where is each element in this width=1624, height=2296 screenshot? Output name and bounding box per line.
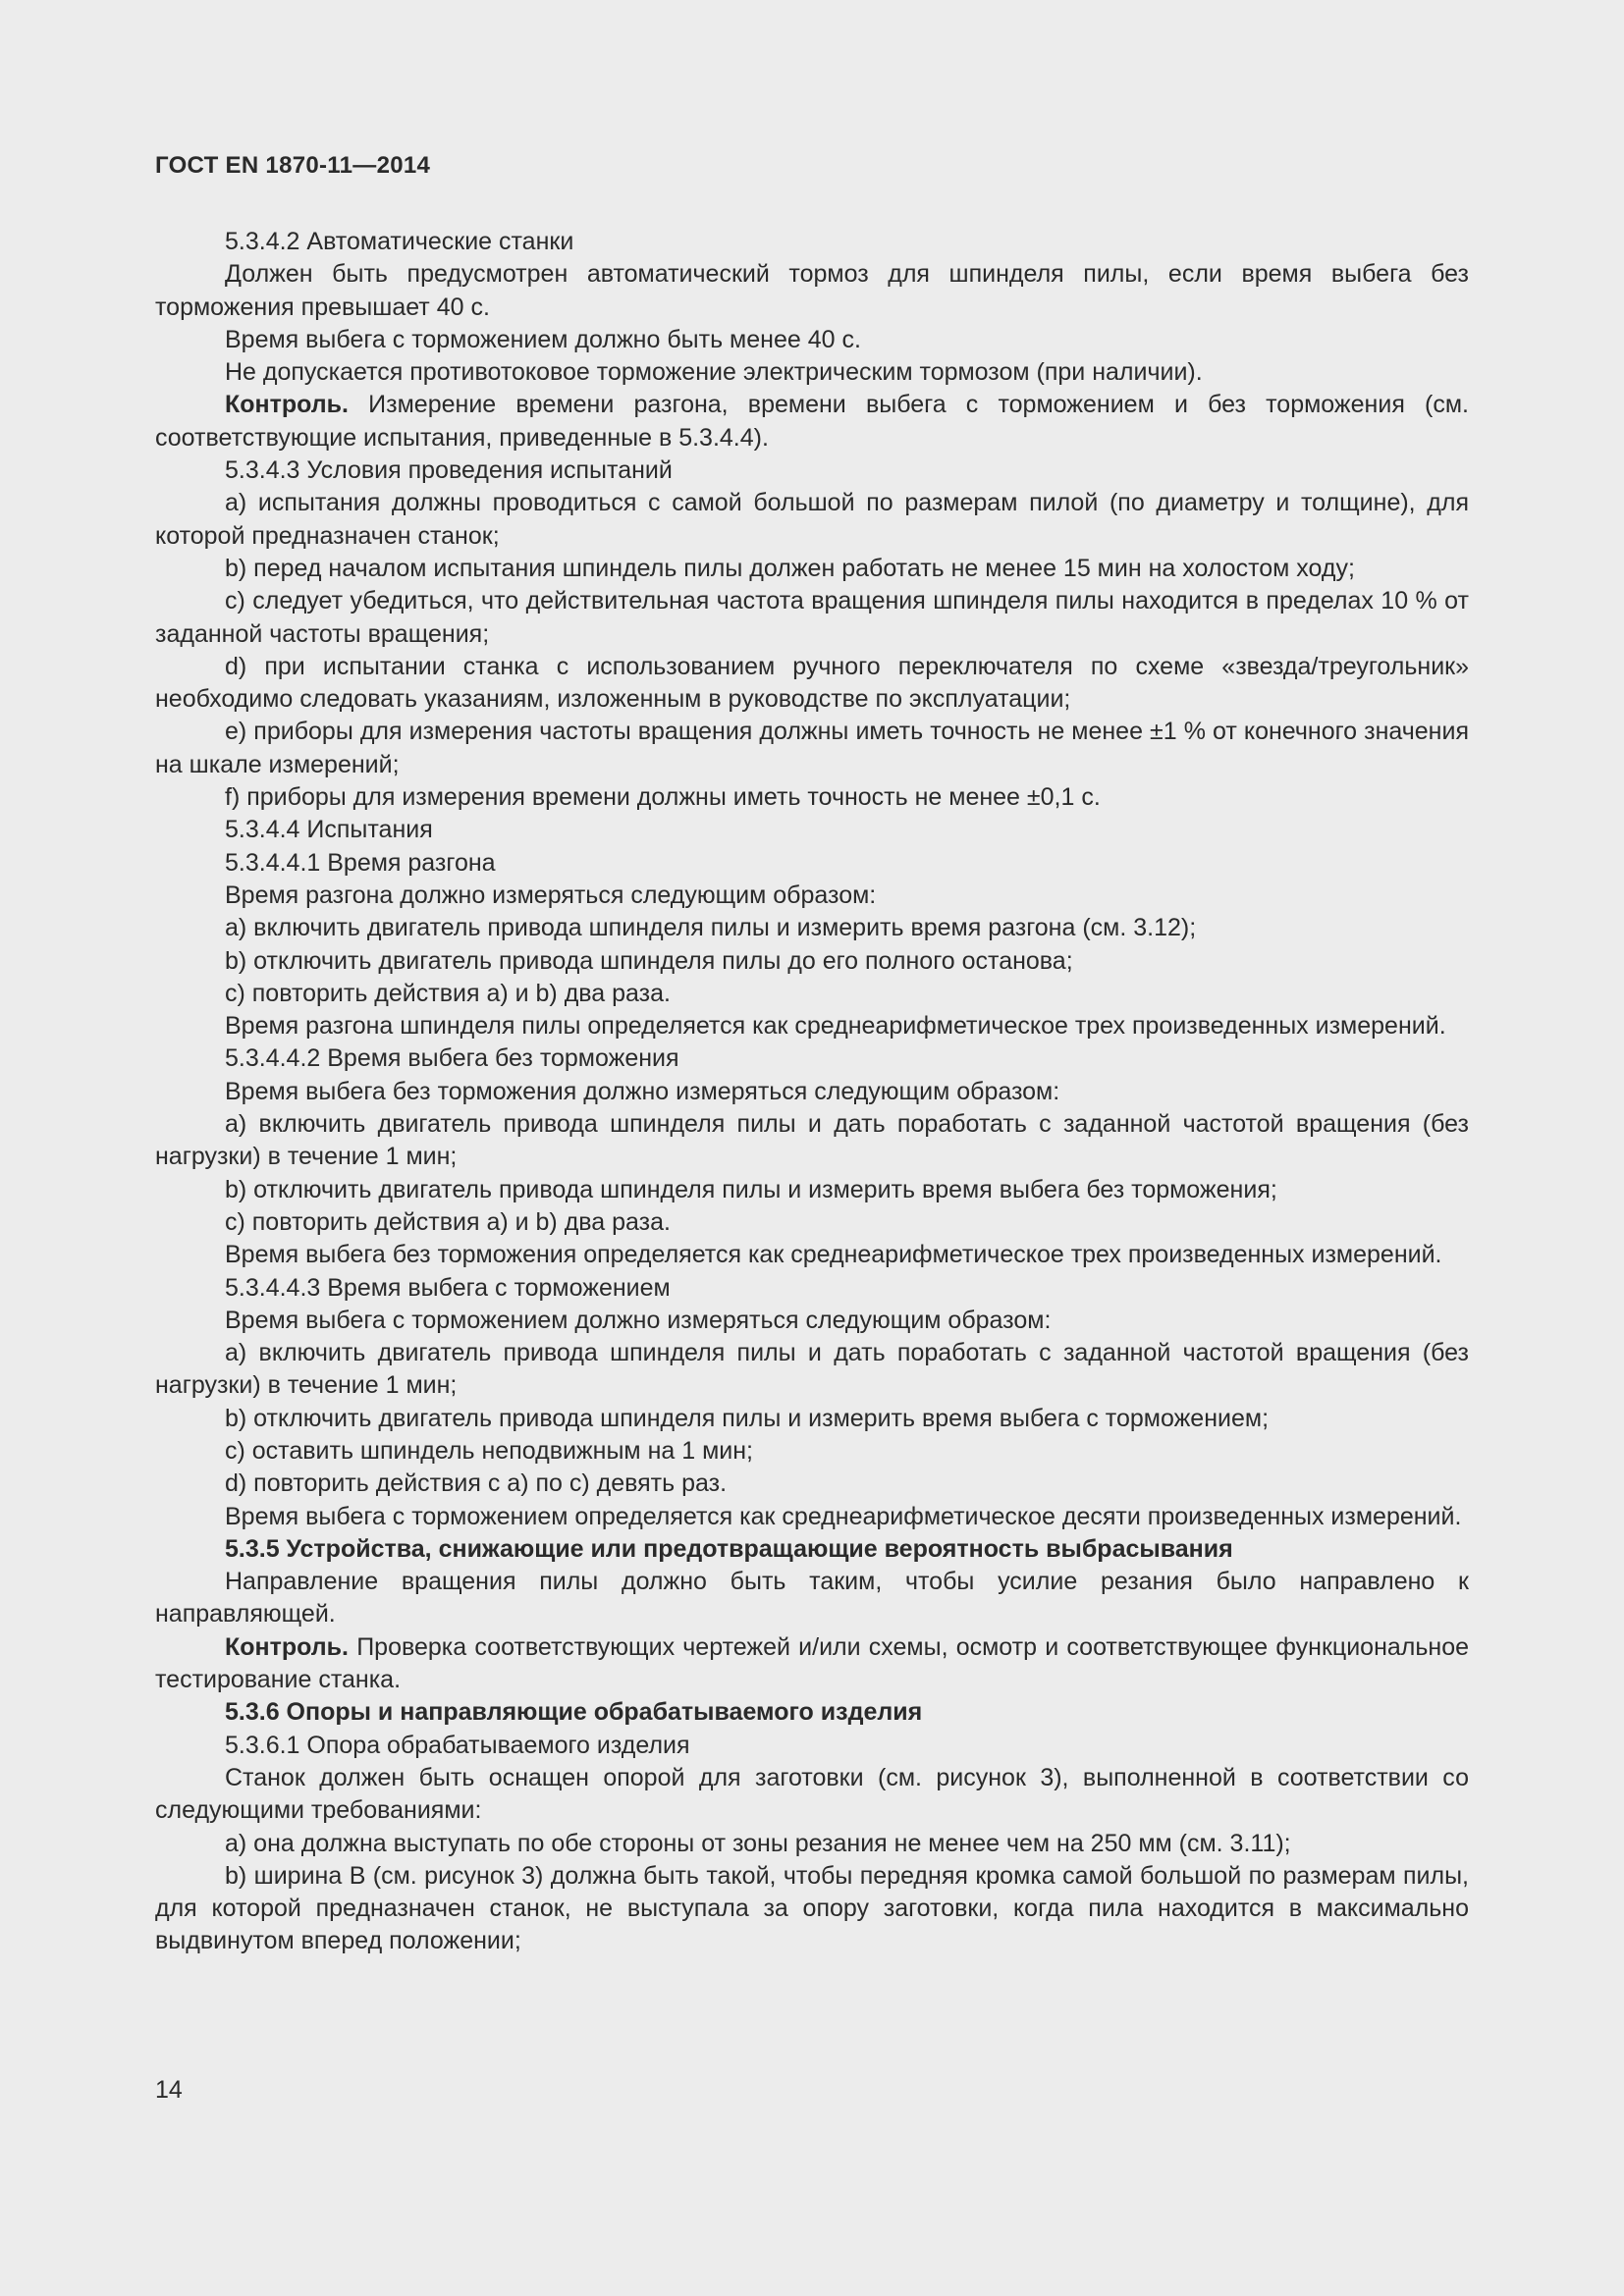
list-item: a) она должна выступать по обе стороны от зоны резания не менее чем на 250 мм (см. 3.11); [225, 1829, 1291, 1857]
list-item: a) включить двигатель привода шпинделя пилы и дать поработать с заданной частотой вращения (без нагрузки) в течение 1 мин; [155, 1110, 1469, 1171]
list-item: b) перед началом испытания шпиндель пилы должен работать не менее 15 мин на холостом ходу; [225, 554, 1355, 582]
list-item: c) повторить действия a) и b) два раза. [225, 1207, 671, 1236]
paragraph: Время разгона шпинделя пилы определяется как среднеарифметическое трех произведенных измерений. [225, 1012, 1446, 1041]
list-item: a) включить двигатель привода шпинделя пилы и измерить время разгона (см. 3.12); [225, 914, 1197, 942]
list-item: a) испытания должны проводиться с самой большой по размерам пилой (по диаметру и толщине), для которой предназначен станок; [155, 489, 1469, 550]
bold-section-heading: 5.3.6 Опоры и направляющие обрабатываемого изделия [225, 1698, 923, 1727]
control-paragraph [155, 389, 1469, 454]
paragraph: Станок должен быть оснащен опорой для заготовки (см. рисунок 3), выполненной в соответствии со следующими требованиями: [155, 1763, 1469, 1825]
list-item: c) следует убедиться, что действительная частота вращения шпинделя пилы находится в пределах 10 % от заданной частоты вращения; [155, 587, 1469, 648]
section-heading: 5.3.4.4 Испытания [225, 816, 433, 844]
section-heading: 5.3.4.4.3 Время выбега с торможением [225, 1273, 671, 1302]
bold-section-heading: 5.3.5 Устройства, снижающие или предотвращающие вероятность выбрасывания [225, 1534, 1233, 1563]
paragraph: Время выбега с торможением должно быть менее 40 с. [225, 325, 861, 353]
paragraph: Время выбега с торможением определяется как среднеарифметическое десяти произведенных измерений. [225, 1502, 1462, 1530]
section-heading: 5.3.4.2 Автоматические станки [225, 228, 574, 255]
paragraph: Время выбега с торможением должно измеряться следующим образом: [225, 1306, 1052, 1334]
list-item: a) включить двигатель привода шпинделя пилы и дать поработать с заданной частотой вращения (без нагрузки) в течение 1 мин; [155, 1339, 1469, 1400]
list-item: b) отключить двигатель привода шпинделя пилы и измерить время выбега без торможения; [225, 1175, 1277, 1203]
list-item: b) ширина B (см. рисунок 3) должна быть такой, чтобы передняя кромка самой большой по размерам пилы, для которой предназначен станок, не выступала за опору заготовки, когда пила находится в максимально выдвинутом вперед положении; [155, 1861, 1469, 1955]
paragraph: Время выбега без торможения определяется как среднеарифметическое трех произведенных измерений. [225, 1241, 1442, 1269]
section-heading: 5.3.4.4.1 Время разгона [225, 848, 496, 877]
list-item: d) повторить действия с a) по c) девять раз. [225, 1469, 728, 1498]
section-heading: 5.3.4.4.2 Время выбега без торможения [225, 1044, 679, 1073]
list-item: c) оставить шпиндель неподвижным на 1 мин; [225, 1436, 753, 1465]
section-heading: 5.3.4.3 Условия проведения испытаний [225, 456, 673, 485]
list-item: b) отключить двигатель привода шпинделя пилы и измерить время выбега с торможением; [225, 1404, 1270, 1432]
list-item: f) приборы для измерения времени должны иметь точность не менее ±0,1 с. [225, 783, 1101, 812]
list-item: e) приборы для измерения частоты вращения должны иметь точность не менее ±1 % от конечного значения на шкале измерений; [155, 718, 1469, 778]
paragraph: Не допускается противотоковое торможение электрическим тормозом (при наличии). [225, 358, 1203, 387]
control-label: Контроль. [225, 1632, 349, 1661]
section-heading: 5.3.6.1 Опора обрабатываемого изделия [225, 1731, 690, 1759]
document-header: ГОСТ EN 1870-11—2014 [155, 152, 431, 179]
document-body [155, 226, 1469, 1958]
list-item: c) повторить действия a) и b) два раза. [225, 979, 671, 1007]
list-item: b) отключить двигатель привода шпинделя пилы до его полного останова; [225, 946, 1073, 975]
page-number: 14 [155, 2076, 183, 2104]
control-text: Проверка соответствующих чертежей и/или схемы, осмотр и соответствующее функциональное тестирование станка. [155, 1632, 1469, 1694]
control-paragraph [155, 1631, 1469, 1697]
paragraph: Время разгона должно измеряться следующим образом: [225, 881, 877, 909]
control-label: Контроль. [225, 391, 349, 419]
control-text: Измерение времени разгона, времени выбега с торможением и без торможения (см. соответствующие испытания, приведенные в 5.3.4.4). [155, 391, 1469, 452]
list-item: d) при испытании станка с использованием ручного переключателя по схеме «звезда/треугольник» необходимо следовать указаниям, изложенным в руководстве по эксплуатации; [155, 652, 1469, 714]
paragraph: Должен быть предусмотрен автоматический тормоз для шпинделя пилы, если время выбега без торможения превышает 40 с. [155, 260, 1469, 321]
paragraph: Время выбега без торможения должно измеряться следующим образом: [225, 1077, 1060, 1105]
paragraph: Направление вращения пилы должно быть таким, чтобы усилие резания было направлено к направляющей. [155, 1568, 1469, 1629]
